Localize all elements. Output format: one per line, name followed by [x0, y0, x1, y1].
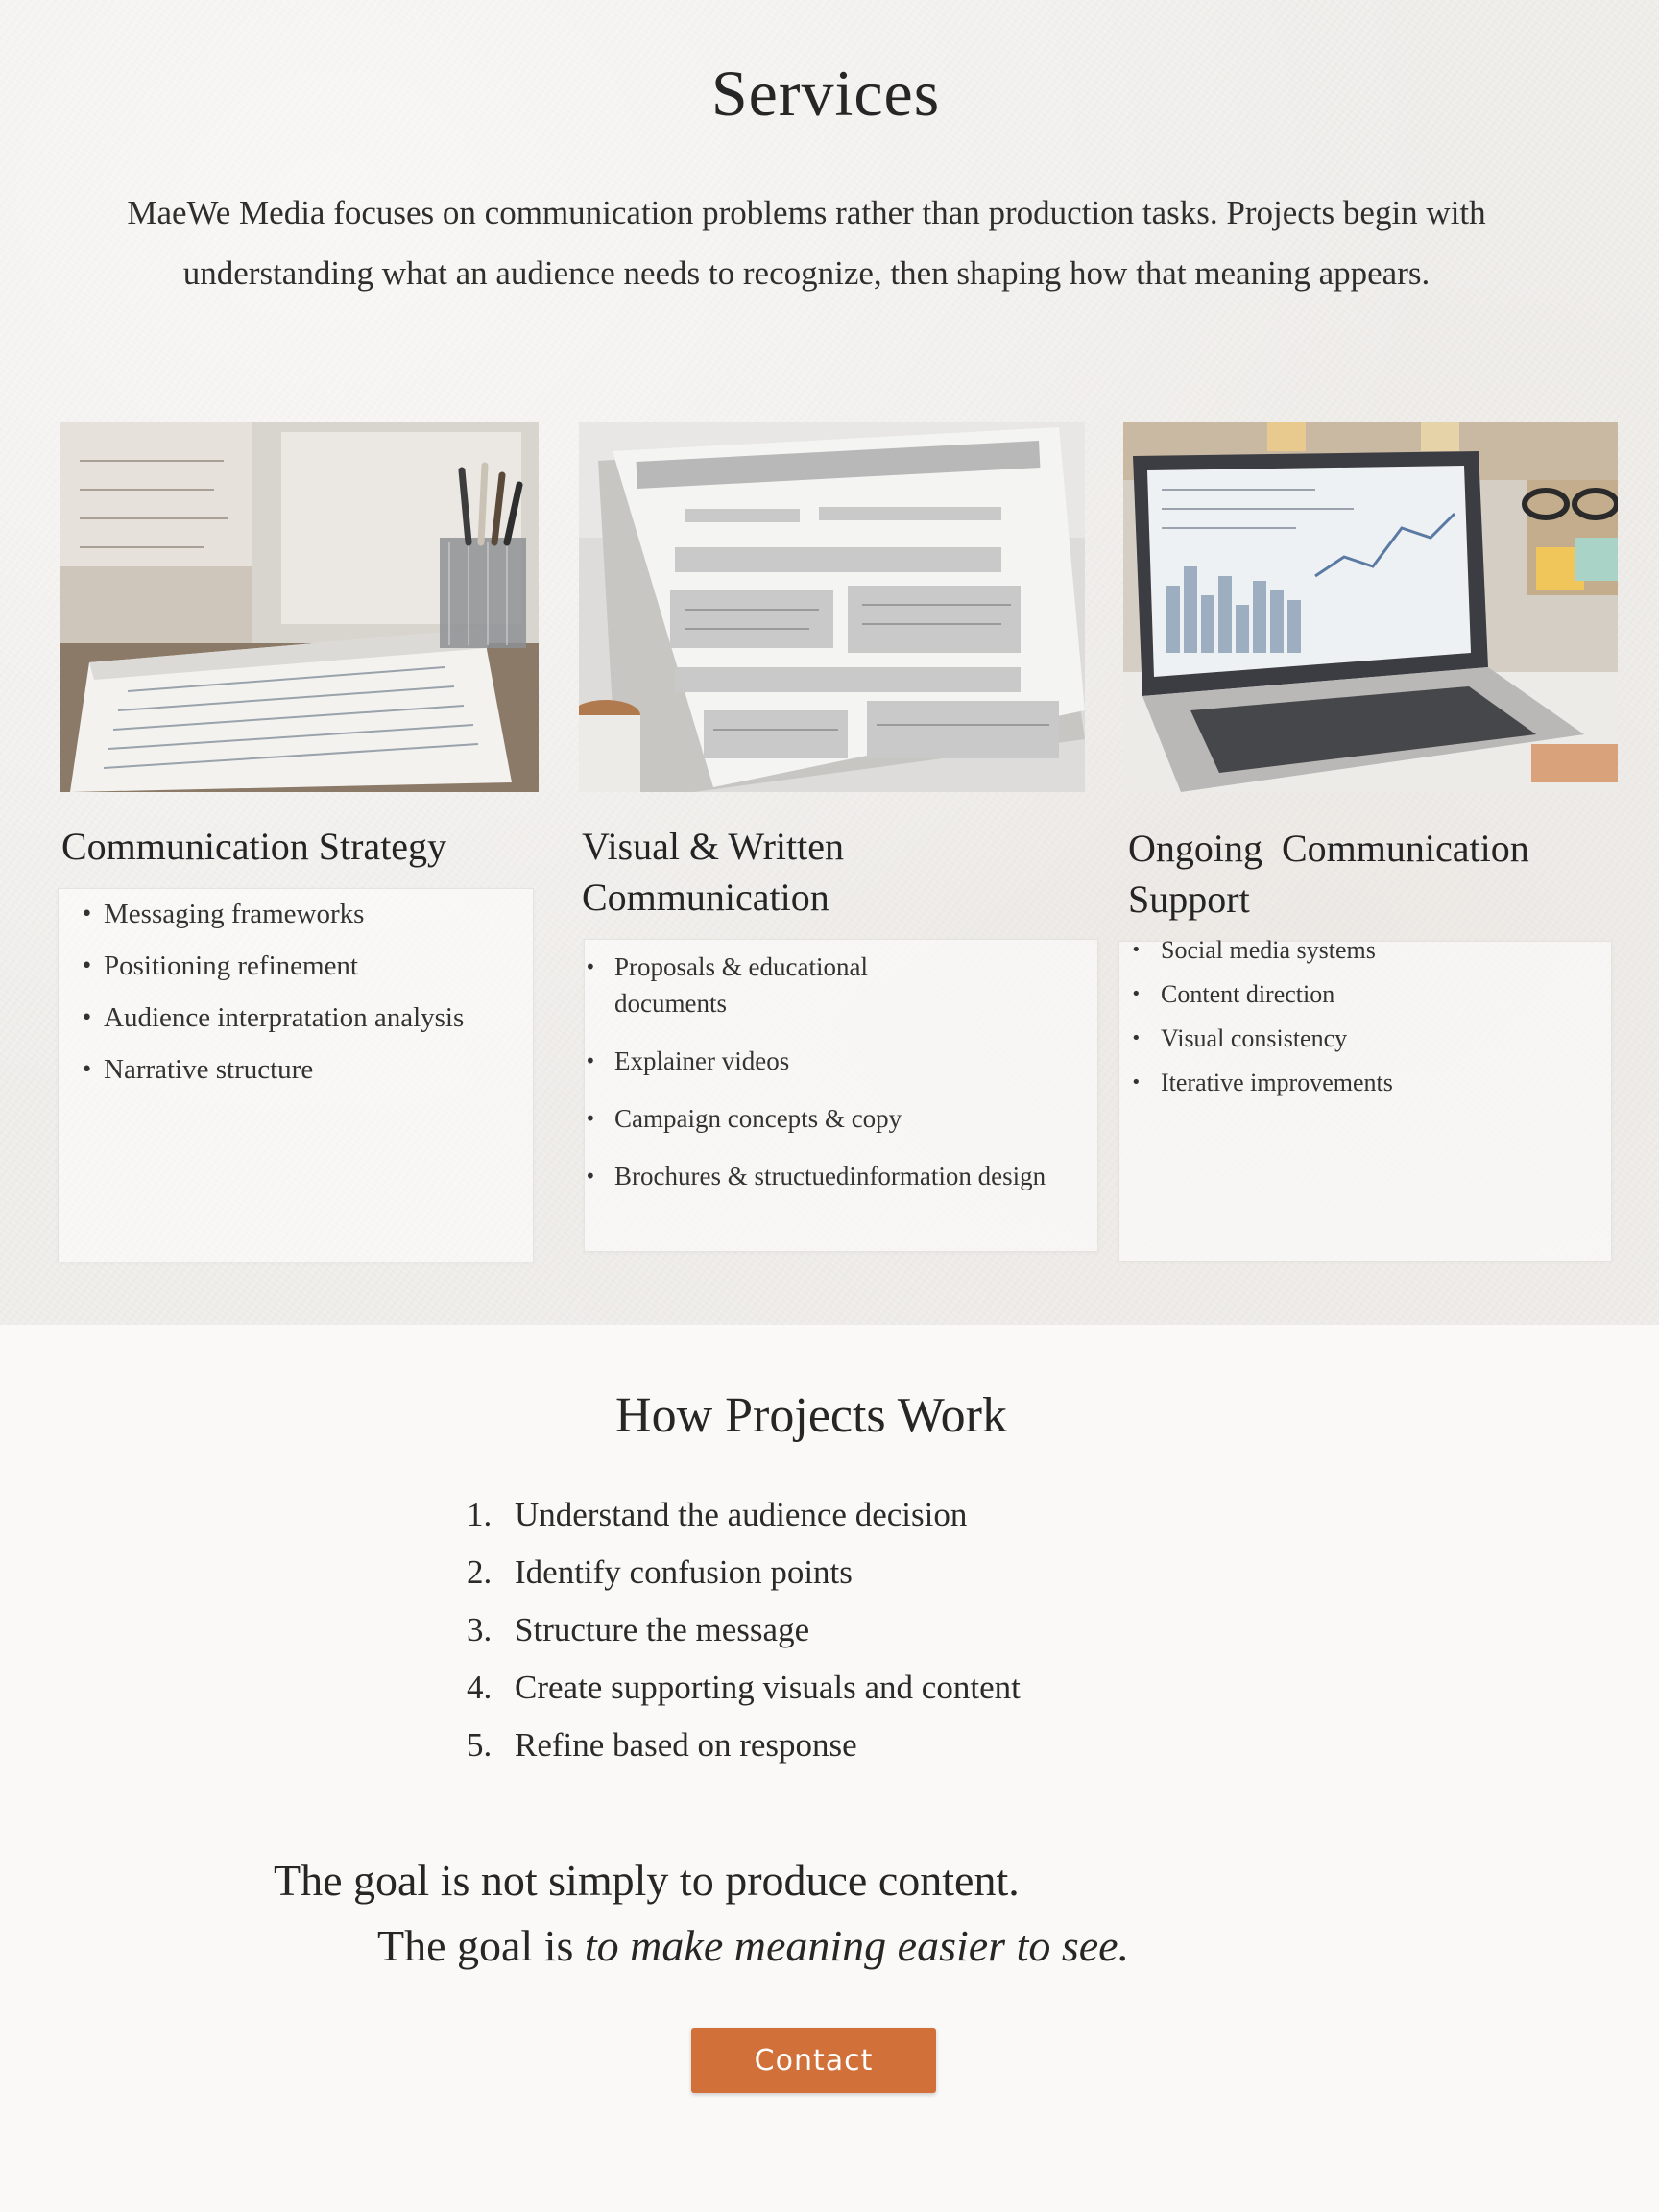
- goal-line-2-emphasis: to make meaning easier to see.: [584, 1921, 1130, 1970]
- list-item: • Proposals & educational documents: [582, 949, 960, 1022]
- contact-button[interactable]: Contact: [691, 2028, 936, 2093]
- steps-list: [467, 1486, 1021, 1774]
- step-item: [467, 1659, 1021, 1717]
- documents-photo: [579, 422, 1085, 792]
- step-item: [467, 1717, 1021, 1774]
- card-title-visual: Visual & Written Communication: [582, 825, 844, 919]
- step-item: [467, 1601, 1021, 1659]
- step-number: 1.: [467, 1496, 493, 1533]
- card-list-visual: [582, 949, 1119, 1215]
- list-item: • Messaging frameworks: [71, 897, 541, 932]
- card-list-strategy: [71, 897, 541, 1104]
- card-title-strategy: Communication Strategy: [61, 825, 447, 868]
- card-title-support: Ongoing Communication Support: [1128, 827, 1539, 921]
- step-number: 3.: [467, 1611, 493, 1648]
- list-item: • Explainer videos: [582, 1043, 1119, 1079]
- card-image-support: [1123, 422, 1618, 792]
- step-number: 5.: [467, 1726, 493, 1764]
- goal-line-2: [377, 1920, 1129, 1971]
- step-text: Create supporting visuals and content: [515, 1669, 1021, 1706]
- notebook-photo: [60, 422, 539, 792]
- card-image-strategy: [60, 422, 539, 792]
- goal-line-2-prefix: The goal is: [377, 1921, 585, 1970]
- list-item: • Visual consistency: [1128, 1022, 1608, 1055]
- step-text: Refine based on response: [515, 1726, 857, 1764]
- how-title: How Projects Work: [615, 1388, 1007, 1443]
- list-item: • Audience interpratation analysis: [71, 1000, 541, 1036]
- laptop-photo: [1123, 422, 1618, 792]
- goal-line-1: The goal is not simply to produce content.: [274, 1856, 1020, 1905]
- step-number: 4.: [467, 1669, 493, 1706]
- list-item: • Positioning refinement: [71, 949, 541, 984]
- step-text: Identify confusion points: [515, 1553, 853, 1591]
- list-item: • Narrative structure: [71, 1052, 541, 1088]
- card-list-support: [1128, 934, 1608, 1111]
- step-text: Structure the message: [515, 1611, 810, 1648]
- step-text: Understand the audience decision: [515, 1496, 968, 1533]
- list-item: • Social media systems: [1128, 934, 1608, 967]
- step-item: [467, 1544, 1021, 1601]
- services-title: Services: [710, 57, 941, 130]
- services-intro: MaeWe Media focuses on communication problems rather than production tasks. Projects begin with understanding what an audience needs to recognize, then shaping how that meaning appears.: [127, 194, 1486, 292]
- list-item: • Content direction: [1128, 978, 1608, 1011]
- card-image-visual: [579, 422, 1085, 792]
- list-item: • Iterative improvements: [1128, 1067, 1608, 1099]
- list-item: • Campaign concepts & copy: [582, 1100, 1119, 1137]
- step-number: 2.: [467, 1553, 493, 1591]
- step-item: [467, 1486, 1021, 1544]
- list-item: • Brochures & structuedinformation design: [582, 1158, 1119, 1194]
